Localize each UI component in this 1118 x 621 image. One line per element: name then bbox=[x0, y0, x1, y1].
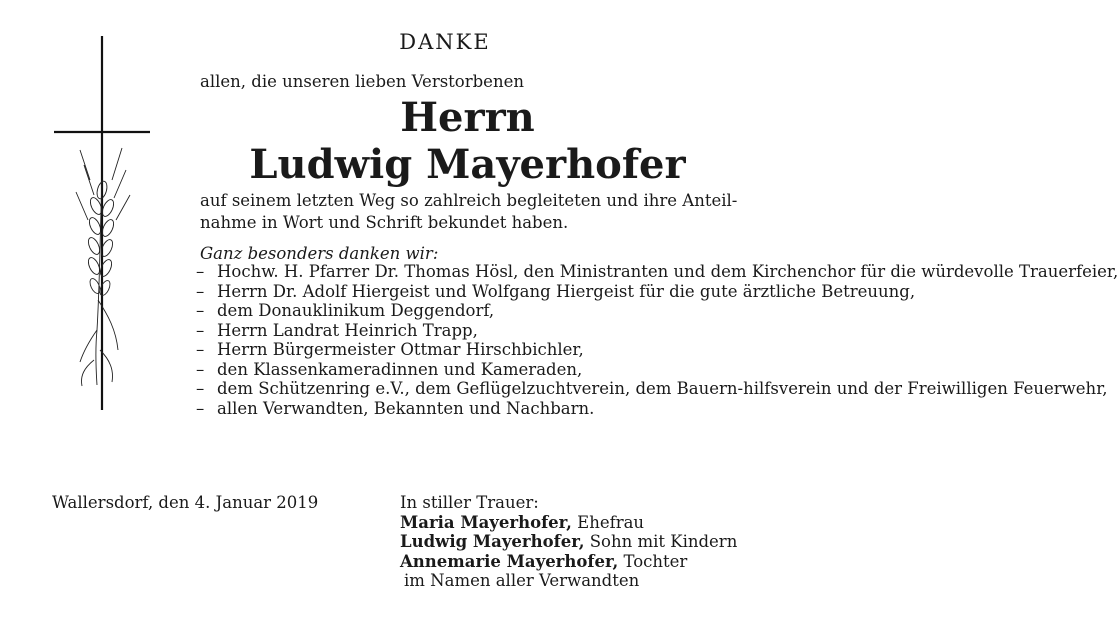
mourner-row bbox=[400, 552, 737, 572]
deceased-salutation: Herrn bbox=[400, 94, 535, 141]
thanks-paragraph: auf seinem letzten Weg so zahlreich begleiteten und ihre Anteil-nahme in Wort und Schrift bekundet haben. bbox=[200, 191, 738, 232]
list-item: – dem Donauklinikum Deggendorf, bbox=[196, 301, 495, 320]
mourners-block bbox=[400, 493, 737, 591]
page-title: DANKE bbox=[399, 30, 491, 54]
list-item: – allen Verwandten, Bekannten und Nachbarn. bbox=[196, 398, 595, 418]
mourner-row bbox=[400, 532, 737, 552]
mourner-name: Maria Mayerhofer, bbox=[400, 512, 572, 532]
mourner-relation: Sohn mit Kindern bbox=[584, 532, 738, 551]
list-item: – Hochw. H. Pfarrer Dr. Thomas Hösl, den Ministranten und dem Kirchenchor für die würdevolle Trauerfeier, bbox=[196, 262, 1118, 281]
list-item: – Herrn Bürgermeister Ottmar Hirschbichler, bbox=[196, 340, 584, 359]
list-item: – Herrn Dr. Adolf Hiergeist und Wolfgang Hiergeist für die gute ärztliche Betreuung, bbox=[196, 281, 916, 301]
special-thanks-heading: Ganz besonders danken wir: bbox=[200, 244, 439, 263]
mourning-heading: In stiller Trauer: bbox=[400, 493, 539, 512]
list-item: – dem Schützenring e.V., dem Geflügelzuchtverein, dem Bauern-hilfsverein und der Freiwilligen Feuerwehr, bbox=[196, 379, 1108, 398]
deceased-name: Ludwig Mayerhofer bbox=[249, 141, 686, 188]
list-item: – Herrn Landrat Heinrich Trapp, bbox=[196, 320, 478, 340]
cross-icon bbox=[50, 30, 160, 415]
mourner-relation: Ehefrau bbox=[571, 512, 645, 532]
closing-line: im Namen aller Verwandten bbox=[404, 571, 640, 590]
mourner-relation: Tochter bbox=[618, 551, 688, 571]
mourner-row bbox=[400, 513, 737, 533]
list-item: – den Klassenkameradinnen und Kameraden, bbox=[196, 359, 583, 379]
intro-text: allen, die unseren lieben Verstorbenen bbox=[200, 72, 524, 91]
mourner-name: Ludwig Mayerhofer, bbox=[400, 532, 585, 551]
mourner-name: Annemarie Mayerhofer, bbox=[400, 551, 619, 571]
place-date: Wallersdorf, den 4. Januar 2019 bbox=[52, 493, 319, 512]
special-thanks-list bbox=[196, 262, 1118, 418]
